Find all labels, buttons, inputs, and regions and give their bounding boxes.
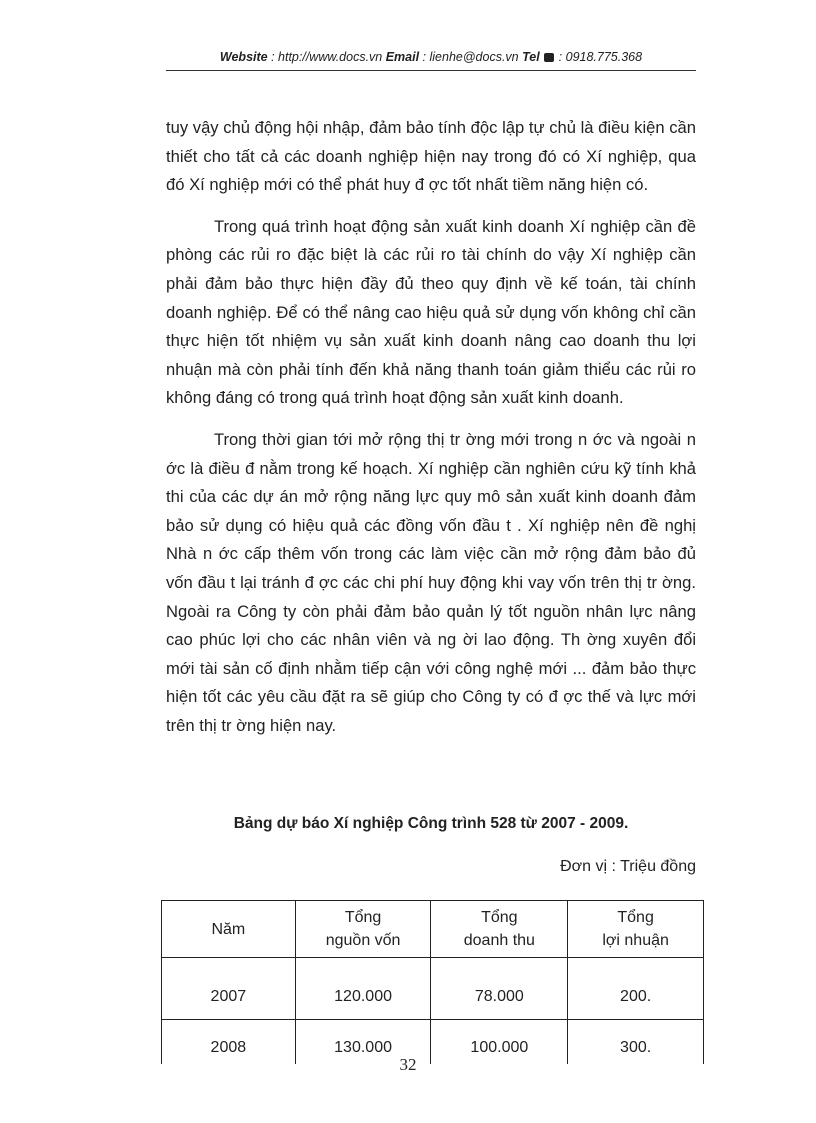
body-text [166, 114, 696, 753]
header-revenue: Tổng doanh thu [431, 901, 568, 958]
page-header [166, 50, 696, 64]
website-label: Website [219, 50, 268, 64]
table-title: Bảng dự báo Xí nghiệp Công trình 528 từ 2007 - 2009. [233, 815, 629, 832]
forecast-table [161, 900, 704, 1064]
table-unit: Đơn vị : Triệu đồng [560, 858, 696, 875]
cell-revenue: 100.000 [431, 1020, 568, 1065]
tel-value: : 0918.775.368 [555, 50, 643, 64]
cell-year: 2008 [162, 1020, 296, 1065]
page-number: 32 [399, 1055, 417, 1074]
cell-year: 2007 [162, 958, 296, 1020]
cell-capital: 120.000 [295, 958, 431, 1020]
table-header-row [162, 901, 704, 958]
header-rule [166, 70, 696, 71]
cell-revenue: 78.000 [431, 958, 568, 1020]
header-year: Năm [162, 901, 296, 958]
paragraph-1: tuy vậy chủ động hội nhập, đảm bảo tính độc lập tự chủ là điều kiện cần thiết cho tất cả các doanh nghiệp hiện nay trong đó có Xí nghiệp, qua đó Xí nghiệp mới có thể phát huy đ ợc tốt nhất tiềm năng hiện có. [166, 118, 696, 195]
phone-icon [544, 53, 554, 62]
table-row [162, 958, 704, 1020]
tel-label: Tel [522, 50, 540, 64]
cell-profit: 200. [568, 958, 704, 1020]
header-capital: Tổng nguồn vốn [295, 901, 431, 958]
cell-profit: 300. [568, 1020, 704, 1065]
paragraph-2: Trong quá trình hoạt động sản xuất kinh doanh Xí nghiệp cần đề phòng các rủi ro đặc biệt là các rủi ro tài chính do vậy Xí nghiệp cần phải đảm bảo thực hiện đầy đủ theo quy định về kế toán, tài chính doanh nghiệp. Để có thể nâng cao hiệu quả sử dụng vốn không chỉ cần thực hiện tốt nhiệm vụ sản xuất kinh doanh nâng cao doanh thu lợi nhuận mà còn phải tính đến khả năng thanh toán giảm thiểu các rủi ro không đáng có trong quá trình hoạt động sản xuất kinh doanh. [166, 216, 696, 408]
email-label: Email [385, 50, 420, 64]
header-profit: Tổng lợi nhuận [568, 901, 704, 958]
email-value: : lienhe@docs.vn [419, 50, 523, 64]
paragraph-3: Trong thời gian tới mở rộng thị tr ờng mới trong n ớc và ngoài n ớc là điều đ nằm trong kế hoạch. Xí nghiệp cần nghiên cứu kỹ tính khả thi của các dự án mở rộng năng lực quy mô sản xuất kinh doanh đảm bảo sử dụng có hiệu quả các đồng vốn đầu t . Xí nghiệp nên đề nghị Nhà n ớc cấp thêm vốn trong các làm việc cần mở rộng đảm bảo đủ vốn đầu t lại tránh đ ợc các chi phí huy động khi vay vốn trên thị tr ờng. Ngoài ra Công ty còn phải đảm bảo quản lý tốt nguồn nhân lực nâng cao phúc lợi cho các nhân viên và ng ời lao động. Th ờng xuyên đổi mới tài sản cố định nhằm tiếp cận với công nghệ mới ... đảm bảo thực hiện tốt các yêu cầu đặt ra sẽ giúp cho Công ty có đ ợc thế và lực mới trên thị tr ờng hiện nay. [166, 429, 696, 735]
website-value: : http://www.docs.vn [267, 50, 386, 64]
cell-capital: 130.000 [295, 1020, 431, 1065]
